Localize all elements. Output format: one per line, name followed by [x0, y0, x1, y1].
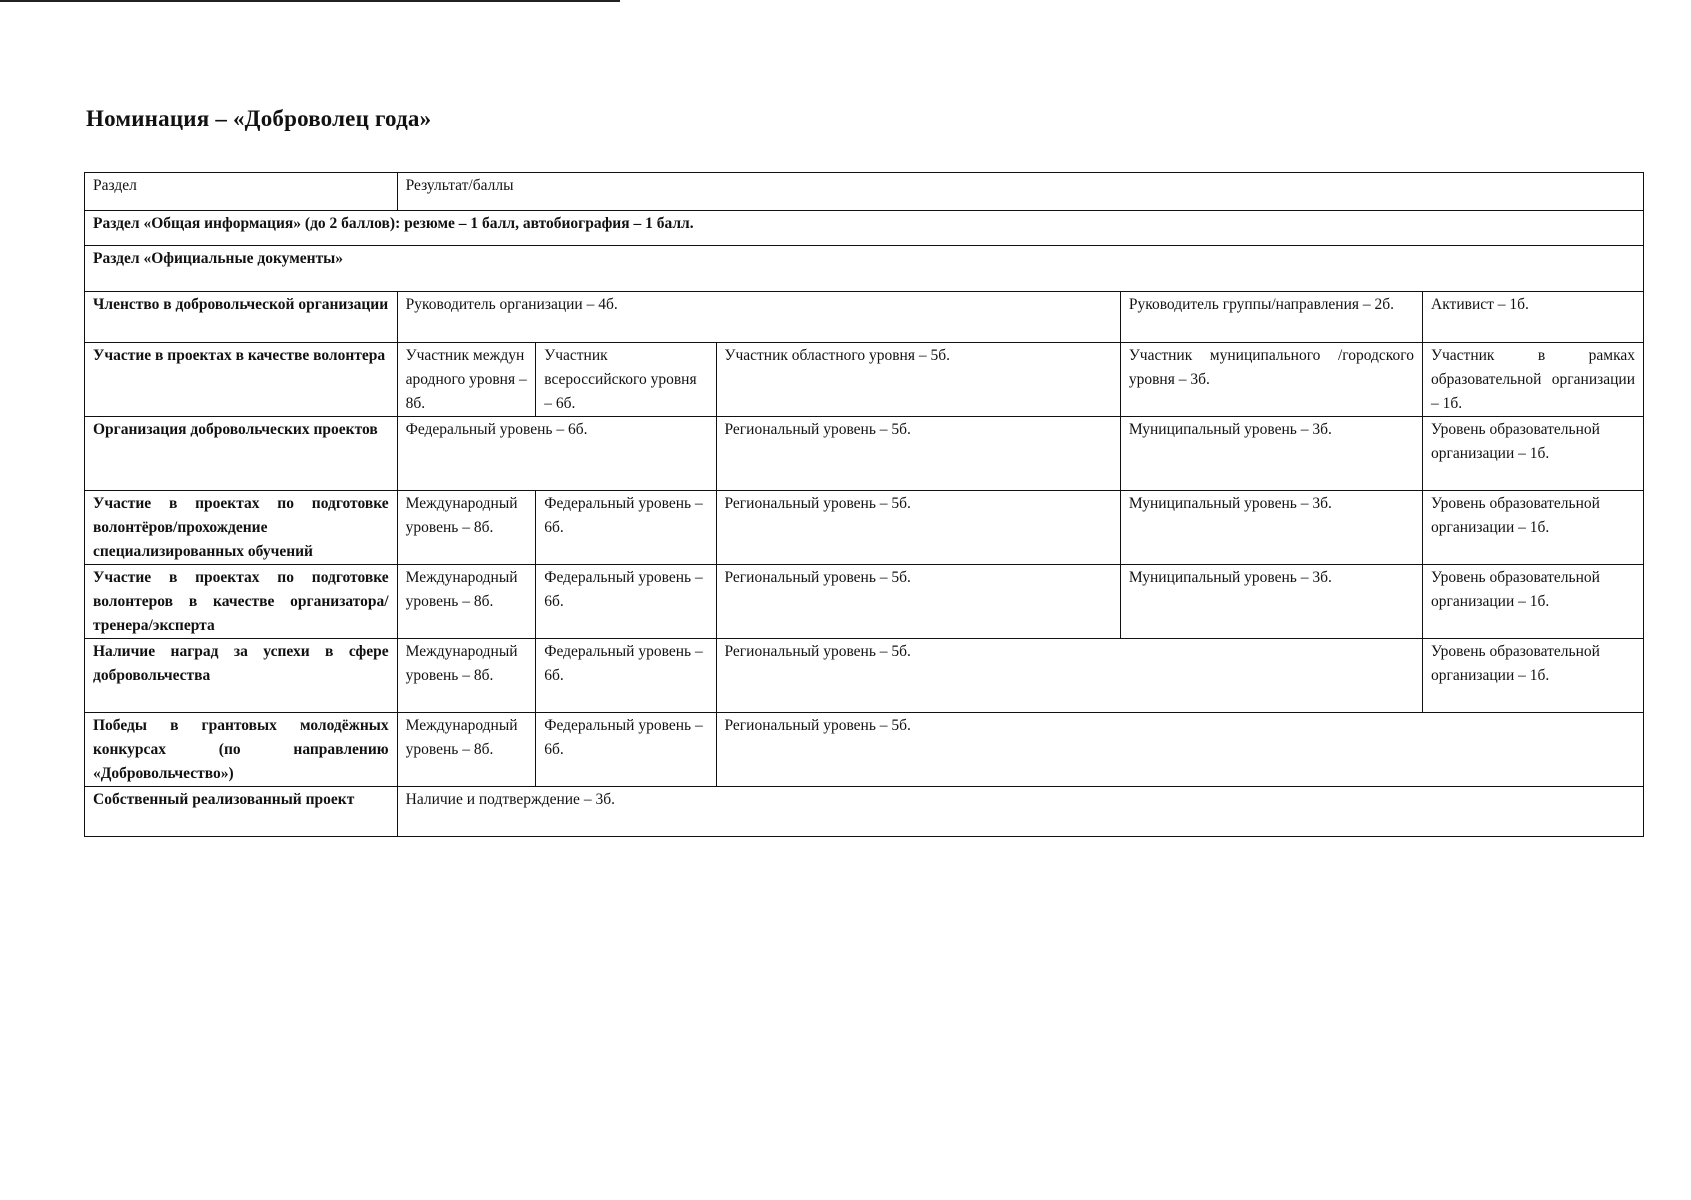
- table-row: [85, 639, 1644, 713]
- score-cell: Региональный уровень – 5б.: [716, 639, 1423, 713]
- score-cell: Региональный уровень – 5б.: [716, 491, 1120, 565]
- header-result-cell: Результат/баллы: [397, 173, 1643, 211]
- score-cell: Участник областного уровня – 5б.: [716, 343, 1120, 417]
- score-cell: Наличие и подтверждение – 3б.: [397, 787, 1643, 837]
- score-cell: Федеральный уровень – 6б.: [536, 565, 716, 639]
- score-cell: Международный уровень – 8б.: [397, 713, 536, 787]
- score-cell: Активист – 1б.: [1423, 292, 1644, 343]
- general-info-row: [85, 211, 1644, 246]
- score-cell: Муниципальный уровень – 3б.: [1120, 417, 1422, 491]
- row-label: Победы в грантовых молодёжных конкурсах (по направлению «Добровольчество»): [85, 713, 398, 787]
- score-cell: Участник международного уровня – 8б.: [397, 343, 536, 417]
- score-cell: Муниципальный уровень – 3б.: [1120, 491, 1422, 565]
- score-cell: Уровень образовательной организации – 1б.: [1423, 639, 1644, 713]
- table-row: [85, 787, 1644, 837]
- score-cell: Участник муниципального /городского уровня – 3б.: [1120, 343, 1422, 417]
- page-title: Номинация – «Доброволец года»: [86, 106, 432, 131]
- general-info-cell: Раздел «Общая информация» (до 2 баллов): резюме – 1 балл, автобиография – 1 балл.: [85, 211, 1644, 246]
- table-row: [85, 417, 1644, 491]
- score-cell: Уровень образовательной организации – 1б.: [1423, 417, 1644, 491]
- table-header-row: [85, 173, 1644, 211]
- header-section-cell: Раздел: [85, 173, 398, 211]
- score-cell: Федеральный уровень – 6б.: [536, 713, 716, 787]
- score-cell: Участник всероссийского уровня – 6б.: [536, 343, 716, 417]
- score-cell: Уровень образовательной организации – 1б.: [1423, 491, 1644, 565]
- score-cell: Руководитель группы/направления – 2б.: [1120, 292, 1422, 343]
- table-row: [85, 292, 1644, 343]
- score-cell: Участник в рамках образовательной организации – 1б.: [1423, 343, 1644, 417]
- row-label: Наличие наград за успехи в сфере добровольчества: [85, 639, 398, 713]
- row-label: Собственный реализованный проект: [85, 787, 398, 837]
- score-cell: Руководитель организации – 4б.: [397, 292, 1120, 343]
- row-label: Участие в проектах по подготовке волонтёров/прохождение специализированных обучений: [85, 491, 398, 565]
- score-cell: Международный уровень – 8б.: [397, 491, 536, 565]
- row-label: Участие в проектах по подготовке волонтеров в качестве организатора/тренера/эксперта: [85, 565, 398, 639]
- score-cell: Федеральный уровень – 6б.: [397, 417, 716, 491]
- table-row: [85, 491, 1644, 565]
- table-row: [85, 343, 1644, 417]
- score-cell: Уровень образовательной организации – 1б.: [1423, 565, 1644, 639]
- row-label: Членство в добровольческой организации: [85, 292, 398, 343]
- score-cell: Федеральный уровень – 6б.: [536, 639, 716, 713]
- table-row: [85, 565, 1644, 639]
- score-cell: Региональный уровень – 5б.: [716, 417, 1120, 491]
- score-cell: Международный уровень – 8б.: [397, 639, 536, 713]
- score-cell: Федеральный уровень – 6б.: [536, 491, 716, 565]
- score-cell: Региональный уровень – 5б.: [716, 713, 1644, 787]
- scan-edge-line: [0, 0, 620, 2]
- score-cell: Международный уровень – 8б.: [397, 565, 536, 639]
- table-row: [85, 713, 1644, 787]
- official-docs-row: [85, 246, 1644, 292]
- score-cell: Региональный уровень – 5б.: [716, 565, 1120, 639]
- criteria-table: [84, 172, 1644, 837]
- row-label: Организация добровольческих проектов: [85, 417, 398, 491]
- official-docs-cell: Раздел «Официальные документы»: [85, 246, 1644, 292]
- row-label: Участие в проектах в качестве волонтера: [85, 343, 398, 417]
- score-cell: Муниципальный уровень – 3б.: [1120, 565, 1422, 639]
